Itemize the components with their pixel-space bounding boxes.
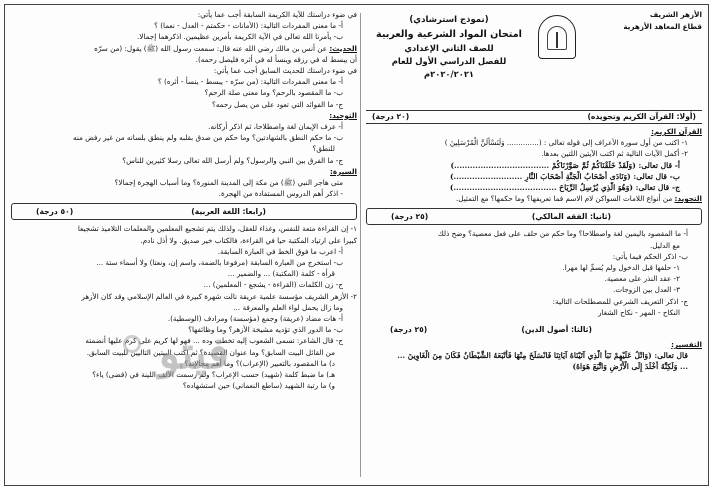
section-quran-header bbox=[366, 110, 702, 124]
seerah-label: السيرة: bbox=[330, 166, 357, 176]
question-item: و) ما رتبة الشهيد (ساطع النعماني) حين استشهاده؟ bbox=[182, 381, 335, 391]
question-item: أ- ما معنى المفردات التالية: (الأمانات - حكمتم - العدل - نعما) ؟ bbox=[154, 21, 343, 31]
section-title: (أولا: القرآن الكريم وتجويده) bbox=[587, 112, 696, 121]
azhar-seal-icon bbox=[538, 15, 576, 59]
question-item: ج- قال الشاعر: تسمى الشعوب إليه تخطب وده ... فهو لها كريم على كرم عليها أنضمته bbox=[85, 336, 343, 346]
hadith-text: أن يبسط له في رزقه وينسأ له في أثره فليصل رحمه). bbox=[195, 54, 357, 64]
quran-subtitle: القرآن الكريم: bbox=[651, 127, 702, 136]
question-item: ب- ما المقصود بالرحم؟ وما معنى صلة الرحم؟ bbox=[204, 88, 343, 98]
verse-line: ج- قال تعالى: (وَهُوَ الَّذِي يُرْسِلُ الرِّيَاحَ .......................................) bbox=[449, 183, 680, 193]
question-item: ب- ما حكم النطق بالشهادتين؟ وما حكم من صدق بقلبه ولم ينطق بلسانه من غير رفض منه bbox=[72, 133, 343, 143]
hadith-text: عن أنس بن مالك رضي الله عنه قال: سمعت رسول الله (ﷺ) يقول: (من سرّه bbox=[94, 43, 328, 53]
term-label: للفصل الدراسي الأول للعام ٢٠٢٠/٢٠٢١م bbox=[391, 56, 507, 79]
question-item: د) ما المقصود بالتعبير (الإعراب)؟ وما أهم مجالاته؟ bbox=[184, 358, 335, 368]
question-item: ١- حلفها قبل الدخول ولم يُسمِّ لها مهرا. bbox=[562, 263, 680, 273]
verse-line: ... وَلَكِنَّهُ أَخْلَدَ إِلَى الْأَرْضِ وَاتَّبَعَ هَوَاهُ) bbox=[572, 362, 688, 372]
tafsir-label: التفسير: bbox=[671, 340, 702, 350]
tawhid-label: التوحيد: bbox=[329, 110, 357, 120]
right-column bbox=[366, 9, 702, 481]
exam-sheet bbox=[4, 4, 709, 486]
question-item: من القائل البيت السابق؟ وما عنوان القصيدة؟ ثم اكتب البيتين التاليين للبيت السابق. bbox=[86, 347, 335, 357]
question-item: النكاح - المهر - نكاح الشغار bbox=[598, 307, 680, 317]
grade-label: للصف الثاني الإعدادي bbox=[404, 43, 494, 53]
question-item: ب- يأمرنا الله تعالى في الآية الكريمة بأمرين عظيمين. اذكرهما إجمالا. bbox=[137, 32, 343, 42]
question-text: مع الدليل. bbox=[649, 240, 680, 250]
watermark-mark-icon bbox=[123, 335, 141, 353]
watermark-text: فيتو bbox=[158, 328, 229, 379]
section-title: (ثالثا: أصول الدين) bbox=[521, 325, 592, 335]
exam-title: امتحان المواد الشرعية والعربية bbox=[376, 29, 522, 40]
question-item: قرأة - كلمة (المكتبة) ... والضمير ... bbox=[227, 269, 335, 279]
question-item: متى هاجر النبي (ﷺ) من مكة إلى المدينة المنورة؟ وما أسباب الهجرة إجمالا؟ bbox=[114, 178, 343, 188]
question-text: ١- اكتب من أول سورة الأعراف إلى قوله تعالى : (.............. وَلَنَسْأَلَنَّ الْمُرْسَلِينَ ) bbox=[444, 138, 688, 148]
question-item: ج- ما الفرق بين النبي والرسول؟ ولم أرسل الله تعالى رسلا كثيرين للناس؟ bbox=[122, 155, 343, 165]
question-item: أ- عرف الإيمان لغة واصطلاحا، ثم اذكر أركانه. bbox=[208, 122, 343, 132]
question-item: للنطق؟ bbox=[312, 144, 335, 154]
section-title: (ثانيا: الفقه المالكي) bbox=[531, 212, 611, 222]
verse-line: أ- قال تعالى: (وَلَقَدْ خَلَقْنَاكُمْ ثُمَّ صَوَّرْنَاكُمْ ....................................) bbox=[450, 160, 680, 170]
question-item: ب- استخرج من العبارة السابقة (مرفوعا بالضمة، واسم إن، ونعتا) ولا أسماء ستة ... bbox=[96, 258, 343, 268]
section-fiqh-header bbox=[366, 208, 702, 225]
model-label: (نموذج استرشادي) bbox=[409, 15, 489, 25]
question-text: ج- اذكر التعريف الشرعي للمصطلحات التالية: bbox=[552, 296, 688, 306]
section-usul-header bbox=[366, 322, 702, 337]
header-org bbox=[584, 9, 702, 33]
section-marks: (٢٥ درجة) bbox=[390, 325, 428, 335]
org-line-2: قطاع المعاهد الأزهرية bbox=[623, 22, 702, 31]
question-text: ١- إن القراءة متعة للنفس، وغذاء للعقل، ولذلك يتم تشجيع المعلمين والمعلمات التلاميذ تشجيعا bbox=[77, 224, 357, 234]
question-item: ج- زن الكلمات (القراءة - يشجع - المعلمين) ... bbox=[203, 280, 343, 290]
section-marks: (٥٠ درجة) bbox=[36, 207, 74, 217]
column-divider bbox=[360, 13, 361, 477]
section-arabic-header bbox=[11, 203, 357, 220]
question-text: ٢- أكمل الآيات التالية ثم اكتب الآيتين اللتين بعدها. bbox=[541, 149, 688, 159]
org-line-1: الأزهر الشريف bbox=[649, 10, 702, 19]
question-item: هـ) ما ضبط كلمة (شهيد) حسب الإعراب؟ ولم رسمت الألف اللينة في (قضى) ياء؟ bbox=[92, 370, 335, 380]
verse-line: ب- قال تعالى: (وَنَادَى أَصْحَابُ الْجَنَّةِ أَصْحَابَ النَّارِ ..........................) bbox=[449, 171, 680, 181]
section-marks: (٢٠ درجة) bbox=[372, 112, 410, 121]
question-item: أ- اعرب ما فوق الخط في العبارة السابقة. bbox=[217, 246, 343, 256]
question-text: في ضوء دراستك للآية الكريمة السابقة أجب عما يأتي: bbox=[197, 10, 357, 19]
question-item: ج- ما الفوائد التي تعود على من يصل رحمه؟ bbox=[212, 99, 343, 109]
question-text: كبيرا على ارتياد المكتبة حيا في القراءة، فالكتاب خير صديق. ولا أذل نادم. bbox=[140, 235, 357, 245]
question-text: أ- ما المقصود باليمين لغة واصطلاحا؟ وما حكم من حلف على فعل معصية؟ وضح ذلك bbox=[437, 229, 688, 239]
question-item: أ- ما معنى المفردات التالية: (من سرّه - يبسط - ينسأ - أثره) ؟ bbox=[157, 77, 343, 87]
question-item: ٣- العدل بين الزوجات. bbox=[613, 285, 680, 295]
verse-line: قال تعالى: (وَاتْلُ عَلَيْهِمْ نَبَأَ الَّذِي آتَيْنَاهُ آيَاتِنَا فَانْسَلَخَ مِنْهَا فَأَتْبَعَهُ الشَّيْطَانُ فَكَانَ مِنَ الْغَاوِينَ ... bbox=[397, 351, 688, 361]
left-column bbox=[11, 9, 357, 481]
question-item: ٢- عقد النذر على معصية. bbox=[604, 274, 680, 284]
header-title-block bbox=[366, 13, 532, 81]
question-text: ٢- الأزهر الشريف مؤسسة علمية عريقة نالت شهرة كبيرة في العالم الإسلامي وقد كان الأزهر bbox=[81, 291, 357, 301]
question-item: - اذكر أهم الدروس المستفادة من الهجرة. bbox=[218, 189, 343, 199]
section-title: (رابعا: اللغة العربية) bbox=[191, 207, 266, 217]
hadith-label: الحديث: bbox=[329, 43, 357, 53]
question-text: وما زال يحمل لواء العلم والمعرفة ... bbox=[233, 302, 343, 312]
section-marks: (٢٥ درجة) bbox=[391, 212, 429, 222]
watermark-logo bbox=[117, 327, 229, 389]
question-text: في ضوء دراستك للحديث السابق أجب عما يأتي: bbox=[213, 66, 357, 76]
question-text: ب- اذكر الحكم فيما يأتي: bbox=[612, 251, 688, 261]
tajweed-label: التجويد: bbox=[674, 194, 702, 204]
question-item: ب- ما الدور الذي تؤديه مشيخة الأزهر؟ وما وظائفها؟ bbox=[188, 325, 343, 335]
question-item: أ- هات مضاد (عريقة) وجمع (مؤسسة) ومرادف (الوسطية). bbox=[167, 314, 343, 324]
tajweed-question: من أنواع اللامات السواكن لام الاسم فما تعريفها؟ وما حكمها؟ مع التمثيل. bbox=[455, 194, 673, 204]
exam-header bbox=[366, 9, 702, 107]
